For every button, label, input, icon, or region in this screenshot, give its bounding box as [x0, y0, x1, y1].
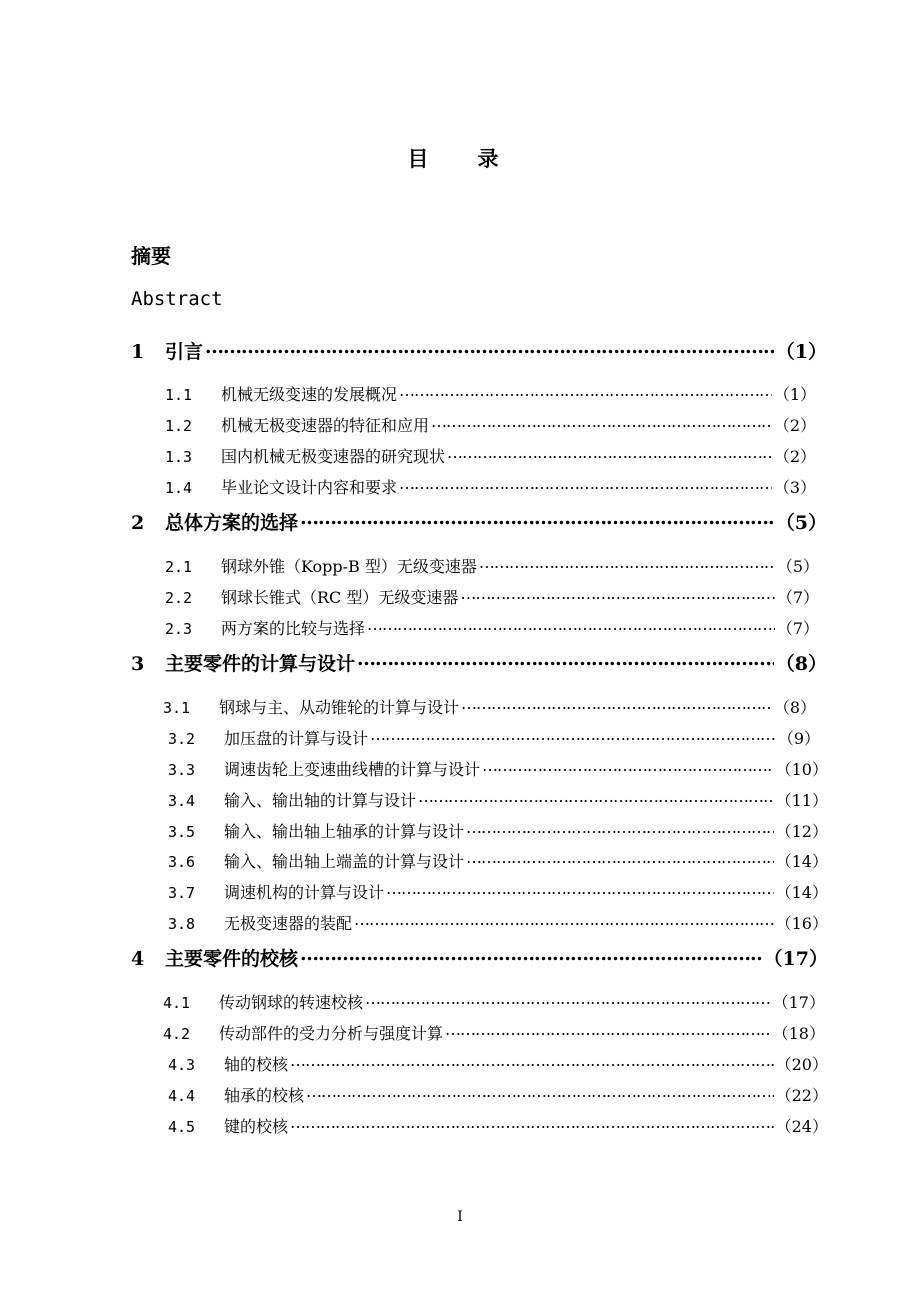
section-title: 两方案的比较与选择 [221, 619, 366, 638]
section-number: 4.3 [168, 1056, 196, 1074]
toc-section-1-1[interactable] [165, 382, 816, 405]
section-number: 3.1 [163, 699, 191, 717]
chapter-title: 引言 [165, 341, 204, 363]
dot-leader [367, 618, 775, 634]
section-number: 4.4 [168, 1087, 196, 1105]
section-page: （20） [775, 1055, 828, 1074]
dot-leader [399, 384, 772, 400]
chapter-page: （1） [775, 341, 827, 363]
section-page: （7） [776, 619, 819, 638]
toc-section-2-1[interactable] [165, 554, 819, 577]
chapter-number: 3 [131, 653, 145, 675]
dot-leader [431, 415, 772, 431]
section-title: 键的校核 [224, 1117, 289, 1136]
toc-section-2-2[interactable] [165, 585, 819, 608]
section-page: （7） [776, 588, 819, 607]
section-page: （9） [777, 729, 820, 748]
toc-section-4-2[interactable] [163, 1021, 825, 1044]
section-title: 机械无极变速器的特征和应用 [221, 416, 430, 435]
section-number: 2.1 [165, 558, 193, 576]
abstract-zh-entry[interactable]: 摘要 [131, 244, 171, 268]
section-number: 3.6 [168, 853, 196, 871]
dot-leader [482, 759, 774, 775]
section-title: 机械无级变速的发展概况 [221, 385, 398, 404]
section-page: （14） [775, 883, 828, 902]
section-page: （8） [773, 698, 816, 717]
section-page: （16） [775, 914, 828, 933]
toc-section-3-6[interactable] [168, 849, 828, 872]
toc-section-1-3[interactable] [165, 444, 816, 467]
dot-leader [306, 1085, 774, 1101]
section-page: （17） [772, 993, 825, 1012]
toc-section-4-4[interactable] [168, 1083, 828, 1106]
section-page: （12） [775, 822, 828, 841]
dot-leader [418, 790, 774, 806]
section-title: 钢球长锥式（RC 型）无级变速器 [221, 588, 459, 607]
section-page: （11） [775, 791, 828, 810]
section-page: （10） [775, 760, 828, 779]
section-title: 国内机械无极变速器的研究现状 [221, 447, 446, 466]
section-number: 1.2 [165, 417, 193, 435]
chapter-title: 主要零件的校核 [165, 948, 299, 970]
toc-section-4-1[interactable] [163, 990, 825, 1013]
toc-section-2-3[interactable] [165, 616, 819, 639]
chapter-page: （17） [763, 948, 828, 970]
section-number: 4.5 [168, 1118, 196, 1136]
section-number: 4.1 [163, 994, 191, 1012]
page-title: 目 录 [407, 146, 513, 171]
dot-leader [365, 992, 771, 1008]
section-title: 轴的校核 [224, 1055, 289, 1074]
section-page: （2） [773, 447, 816, 466]
dot-leader [466, 821, 774, 837]
section-title: 无极变速器的装配 [224, 914, 353, 933]
toc-section-3-5[interactable] [168, 819, 828, 842]
toc-chapter-4[interactable] [131, 944, 828, 971]
section-title: 调速机构的计算与设计 [224, 883, 385, 902]
chapter-page: （8） [775, 653, 827, 675]
section-number: 3.5 [168, 823, 196, 841]
toc-section-3-1[interactable] [163, 695, 816, 718]
section-title: 输入、输出轴上轴承的计算与设计 [224, 822, 465, 841]
section-number: 3.2 [168, 730, 196, 748]
dot-leader [300, 946, 762, 965]
section-page: （24） [775, 1117, 828, 1136]
chapter-number: 2 [131, 512, 145, 534]
section-title: 输入、输出轴上端盖的计算与设计 [224, 852, 465, 871]
toc-section-3-4[interactable] [168, 788, 828, 811]
toc-chapter-2[interactable] [131, 508, 827, 535]
dot-leader [447, 446, 772, 462]
dot-leader [300, 510, 774, 529]
toc-section-1-4[interactable] [165, 475, 816, 498]
dot-leader [354, 913, 774, 929]
section-title: 毕业论文设计内容和要求 [221, 478, 398, 497]
dot-leader [357, 651, 774, 670]
dot-leader [460, 587, 774, 603]
page-number: I [457, 1209, 463, 1225]
section-number: 3.3 [168, 761, 196, 779]
section-page: （3） [773, 478, 816, 497]
chapter-page: （5） [775, 512, 827, 534]
toc-section-1-2[interactable] [165, 413, 816, 436]
dot-leader [461, 697, 772, 713]
dot-leader [445, 1023, 771, 1039]
toc-section-3-8[interactable] [168, 911, 828, 934]
section-title: 轴承的校核 [224, 1086, 305, 1105]
dot-leader [290, 1116, 774, 1132]
section-page: （2） [773, 416, 816, 435]
dot-leader [466, 851, 774, 867]
toc-section-3-7[interactable] [168, 880, 828, 903]
toc-section-4-3[interactable] [168, 1052, 828, 1075]
dot-leader [290, 1054, 774, 1070]
chapter-title: 主要零件的计算与设计 [165, 653, 356, 675]
chapter-number: 1 [131, 341, 145, 363]
section-title: 调速齿轮上变速曲线槽的计算与设计 [224, 760, 481, 779]
section-number: 1.1 [165, 386, 193, 404]
section-title: 输入、输出轴的计算与设计 [224, 791, 417, 810]
section-title: 加压盘的计算与设计 [224, 729, 369, 748]
dot-leader [370, 728, 776, 744]
section-number: 2.3 [165, 620, 193, 638]
dot-leader [386, 882, 774, 898]
section-page: （22） [775, 1086, 828, 1105]
toc-chapter-1[interactable] [131, 337, 827, 364]
toc-chapter-3[interactable] [131, 649, 827, 676]
section-number: 4.2 [163, 1025, 191, 1043]
section-title: 钢球与主、从动锥轮的计算与设计 [219, 698, 460, 717]
section-number: 3.4 [168, 792, 196, 810]
section-page: （14） [775, 852, 828, 871]
section-number: 2.2 [165, 589, 193, 607]
section-number: 3.7 [168, 884, 196, 902]
dot-leader [399, 477, 772, 493]
dot-leader [479, 556, 775, 572]
section-title: 传动钢球的转速校核 [219, 993, 364, 1012]
abstract-en-entry[interactable]: Abstract [131, 288, 223, 310]
section-title: 钢球外锥（Kopp-B 型）无级变速器 [221, 557, 477, 576]
toc-section-3-2[interactable] [168, 726, 820, 749]
section-page: （18） [772, 1024, 825, 1043]
dot-leader [205, 339, 774, 358]
section-page: （5） [776, 557, 819, 576]
section-number: 3.8 [168, 915, 196, 933]
chapter-number: 4 [131, 948, 145, 970]
section-number: 1.4 [165, 479, 193, 497]
section-title: 传动部件的受力分析与强度计算 [219, 1024, 444, 1043]
toc-section-3-3[interactable] [168, 757, 828, 780]
toc-section-4-5[interactable] [168, 1114, 828, 1137]
section-page: （1） [773, 385, 816, 404]
section-number: 1.3 [165, 448, 193, 466]
chapter-title: 总体方案的选择 [165, 512, 299, 534]
